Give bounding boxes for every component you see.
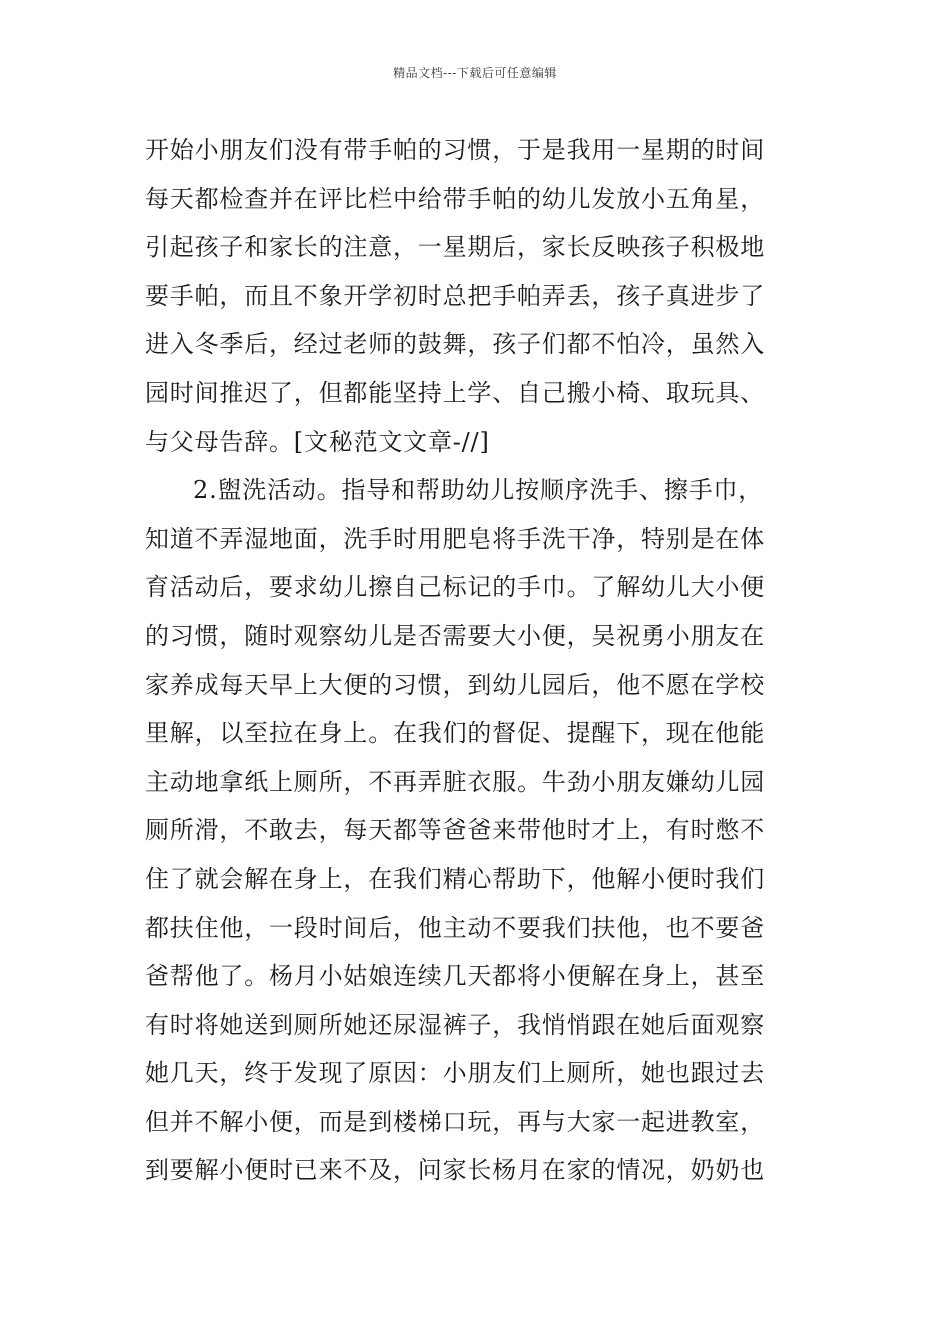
paragraph-line: 有时将她送到厕所她还尿湿裤子，我悄悄跟在她后面观察 <box>145 1010 765 1039</box>
paragraph-line: 知道不弄湿地面，洗手时用肥皂将手洗干净，特别是在体 <box>145 524 765 553</box>
paragraph-line: 引起孩子和家长的注意，一星期后，家长反映孩子积极地 <box>145 233 765 262</box>
paragraph-line: 但并不解小便，而是到楼梯口玩，再与大家一起进教室， <box>145 1107 765 1136</box>
paragraph-line: 都扶住他，一段时间后，他主动不要我们扶他，也不要爸 <box>145 913 765 942</box>
paragraph-line: 住了就会解在身上，在我们精心帮助下，他解小便时我们 <box>145 864 765 893</box>
paragraph-line: 与父母告辞。[文秘范文文章-//] <box>145 427 490 456</box>
paragraph-line: 的习惯，随时观察幼儿是否需要大小便，吴祝勇小朋友在 <box>145 621 765 650</box>
paragraph-line: 里解，以至拉在身上。在我们的督促、提醒下，现在他能 <box>145 719 765 748</box>
paragraph-line: 园时间推迟了，但都能坚持上学、自己搬小椅、取玩具、 <box>145 378 765 407</box>
paragraph-line: 育活动后，要求幼儿擦自己标记的手巾。了解幼儿大小便 <box>145 573 765 602</box>
paragraph-line: 主动地拿纸上厕所，不再弄脏衣服。牛劲小朋友嫌幼儿园 <box>145 767 765 796</box>
paragraph-line: 开始小朋友们没有带手帕的习惯，于是我用一星期的时间 <box>145 136 765 164</box>
document-body <box>145 126 810 1195</box>
paragraph-line: 她几天，终于发现了原因：小朋友们上厕所，她也跟过去 <box>145 1059 765 1088</box>
paragraph-line: 每天都检查并在评比栏中给带手帕的幼儿发放小五角星， <box>145 184 765 213</box>
page-header: 精品文档---下载后可任意编辑 <box>393 66 557 80</box>
paragraph-line: 到要解小便时已来不及，问家长杨月在家的情况，奶奶也 <box>145 1156 765 1185</box>
paragraph-line: 爸帮他了。杨月小姑娘连续几天都将小便解在身上，甚至 <box>145 962 765 991</box>
paragraph-line: 要手帕，而且不象开学初时总把手帕弄丢，孩子真进步了 <box>145 281 765 310</box>
paragraph-line: 2.盥洗活动。指导和帮助幼儿按顺序洗手、擦手巾， <box>193 476 764 505</box>
paragraph-line: 厕所滑，不敢去，每天都等爸爸来带他时才上，有时憋不 <box>145 816 765 845</box>
paragraph-line: 家养成每天早上大便的习惯，到幼儿园后，他不愿在学校 <box>145 670 765 699</box>
paragraph-line: 进入冬季后，经过老师的鼓舞，孩子们都不怕冷，虽然入 <box>145 330 765 359</box>
